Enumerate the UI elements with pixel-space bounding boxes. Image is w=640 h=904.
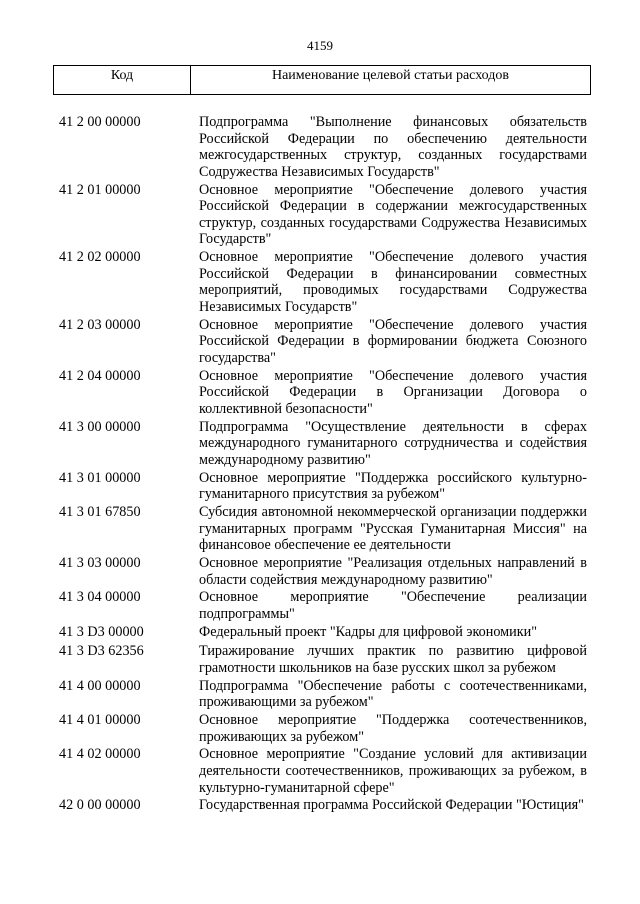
row-name: Основное мероприятие "Поддержка российского культурно-гуманитарного присутствия за рубежом" xyxy=(199,469,587,503)
row-code: 41 3 04 00000 xyxy=(59,589,141,606)
row-code: 41 3 01 00000 xyxy=(59,469,141,486)
page-number: 4159 xyxy=(307,38,333,53)
row-name: Основное мероприятие "Создание условий для активизации деятельности соотечественников, проживающих за рубежом, в культурно-гуманитарной сфере" xyxy=(199,746,587,796)
header-code: Код xyxy=(54,66,191,94)
row-name: Подпрограмма "Выполнение финансовых обязательств Российской Федерации по обеспечению деятельности межгосударственных структур, созданных государствами Содружества Независимых Государств" xyxy=(199,114,587,180)
table-row xyxy=(59,114,587,180)
row-code: 41 2 04 00000 xyxy=(59,367,141,384)
table-row xyxy=(59,643,587,676)
row-code: 41 2 00 00000 xyxy=(59,114,141,130)
row-name: Основное мероприятие "Обеспечение долевого участия Российской Федерации в Организации Договора о коллективной безопасности" xyxy=(199,367,587,417)
row-code: 41 3 D3 62356 xyxy=(59,643,144,660)
row-code: 41 2 02 00000 xyxy=(59,249,141,266)
row-name: Подпрограмма "Обеспечение работы с соотечественниками, проживающими за рубежом" xyxy=(199,677,587,711)
header-name: Наименование целевой статьи расходов xyxy=(271,68,510,83)
row-name: Основное мероприятие "Обеспечение долевого участия Российской Федерации в содержании межгосударственных структур, созданных государствами Содружества Независимых Государств" xyxy=(199,181,587,248)
table-row xyxy=(59,678,587,711)
row-code: 41 3 D3 00000 xyxy=(59,623,144,640)
row-code: 41 4 01 00000 xyxy=(59,712,141,729)
row-name: Основное мероприятие "Поддержка соотечественников, проживающих за рубежом" xyxy=(199,712,587,745)
row-name: Подпрограмма "Осуществление деятельности в сферах международного гуманитарного сотрудничества и содействия международному развитию" xyxy=(199,418,587,468)
row-name: Основное мероприятие "Обеспечение долевого участия Российской Федерации в финансировании совместных мероприятий, проводимых государствами Содружества Независимых Государств" xyxy=(199,249,587,315)
row-name: Федеральный проект "Кадры для цифровой экономики" xyxy=(199,623,538,640)
table-row xyxy=(59,589,587,622)
row-name: Субсидия автономной некоммерческой организации поддержки гуманитарных программ "Русская Гуманитарная Миссия" на финансовое обеспечение ее деятельности xyxy=(199,503,587,554)
table-row xyxy=(59,249,587,315)
row-name: Основное мероприятие "Обеспечение реализации подпрограммы" xyxy=(199,589,587,622)
row-code: 41 3 01 67850 xyxy=(59,503,141,520)
table-body xyxy=(59,114,587,815)
row-code: 41 3 03 00000 xyxy=(59,554,141,571)
table-row xyxy=(59,712,587,745)
table-row xyxy=(59,419,587,469)
table-row xyxy=(59,317,587,367)
row-name: Основное мероприятие "Реализация отдельных направлений в области содействия международному развитию" xyxy=(199,554,587,588)
table-row xyxy=(59,368,587,418)
row-code: 42 0 00 00000 xyxy=(59,797,141,814)
row-name: Тиражирование лучших практик по развитию цифровой грамотности школьников на базе русских школ за рубежом xyxy=(199,643,587,676)
table-row xyxy=(59,624,587,641)
row-code: 41 2 01 00000 xyxy=(59,181,141,198)
table-row xyxy=(59,504,587,554)
row-code: 41 4 00 00000 xyxy=(59,677,141,694)
table-row xyxy=(59,470,587,503)
table-header xyxy=(53,65,591,95)
row-code: 41 3 00 00000 xyxy=(59,418,141,435)
table-row xyxy=(59,797,587,814)
table-row xyxy=(59,746,587,796)
row-code: 41 4 02 00000 xyxy=(59,746,141,763)
row-code: 41 2 03 00000 xyxy=(59,316,141,333)
row-name: Государственная программа Российской Федерации "Юстиция" xyxy=(199,797,584,814)
table-row xyxy=(59,555,587,588)
table-row xyxy=(59,182,587,248)
row-name: Основное мероприятие "Обеспечение долевого участия Российской Федерации в формировании бюджета Союзного государства" xyxy=(199,316,587,366)
